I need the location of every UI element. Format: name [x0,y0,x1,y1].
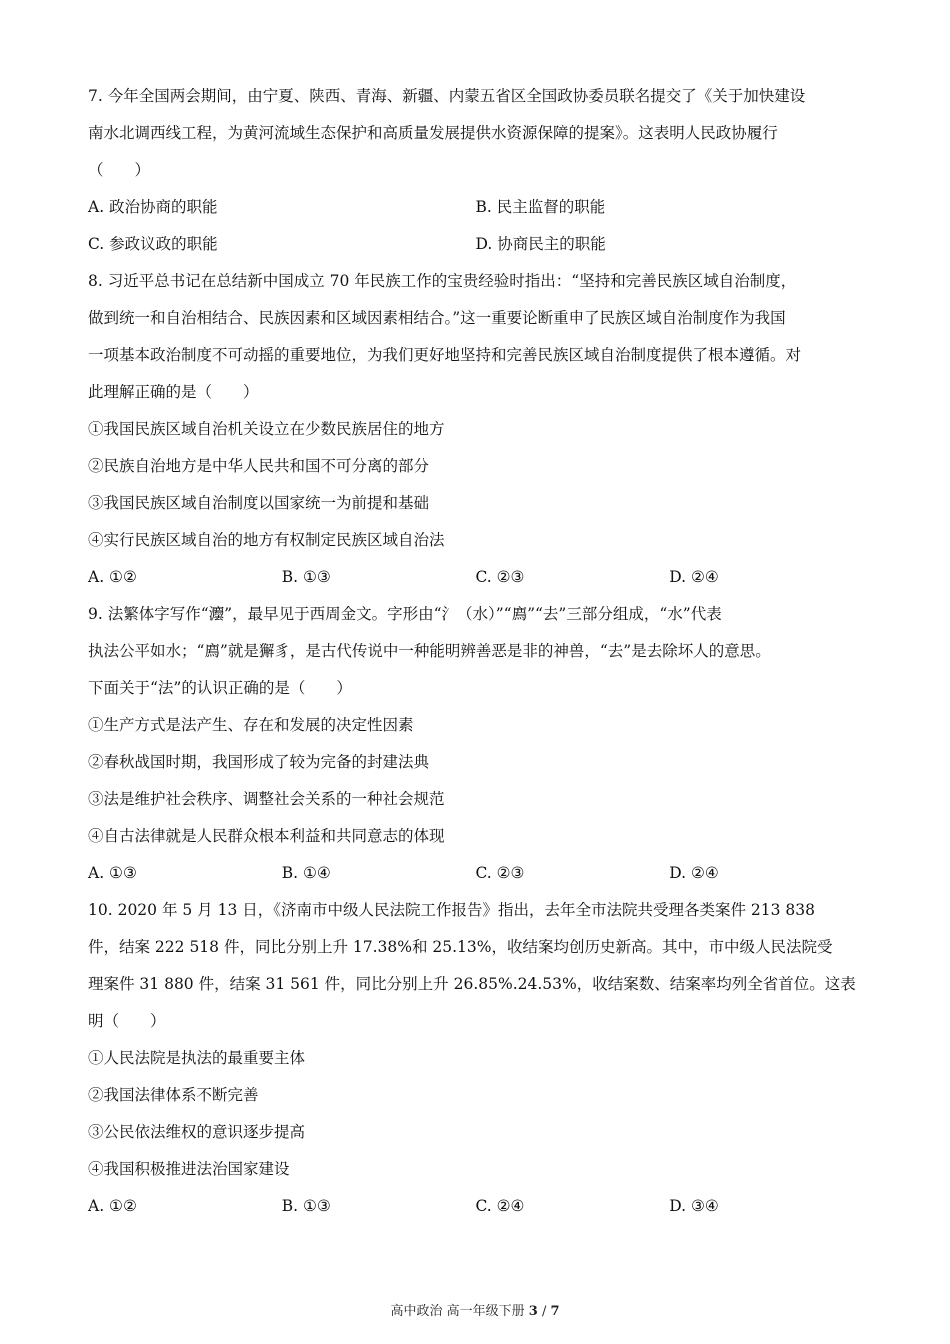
statement-2: ②我国法律体系不断完善 [88,1086,259,1104]
options-row [88,226,863,263]
statement-4: ④实行民族区域自治的地方有权制定民族区域自治法 [88,531,445,549]
option-c: C. ②③ [475,864,525,882]
option-a: A. ①③ [88,864,137,882]
option-d: D. ②④ [669,864,719,882]
options-row [88,189,863,226]
question-stem-line: 7. 今年全国两会期间，由宁夏、陕西、青海、新疆、内蒙五省区全国政协委员联名提交了《关于加快建设 [88,87,806,105]
exam-page [88,78,863,1225]
option-b: B. ①④ [281,864,331,882]
page-footer [0,1300,950,1319]
footer-page-number: 3 [528,1304,538,1319]
question-9 [88,596,863,892]
question-stem-line: 9. 法繁体字写作“灋”，最早见于西周金文。字形由“氵（水）”“廌”“去”三部分组成，“水”代表 [88,605,722,623]
question-stem-line: 做到统一和自治相结合、民族因素和区域因素相结合。”这一重要论断重申了民族区域自治制度作为我国 [88,309,786,327]
option-c: C. 参政议政的职能 [88,235,218,253]
option-d: D. 协商民主的职能 [475,235,606,253]
question-stem-line: 此理解正确的是（ ） [88,383,259,401]
option-a: A. ①② [88,568,137,586]
question-10 [88,892,863,1225]
question-stem-line: 10. 2020 年 5 月 13 日，《济南市中级人民法院工作报告》指出，去年全市法院共受理各类案件 213 838 [88,901,816,919]
question-stem-line: 明（ ） [88,1012,166,1030]
footer-page-total: 7 [550,1304,560,1319]
question-7 [88,78,863,263]
question-stem-line: 南水北调西线工程，为黄河流域生态保护和高质量发展提供水资源保障的提案》。这表明人民政协履行 [88,124,778,142]
statement-3: ③公民依法维权的意识逐步提高 [88,1123,306,1141]
options-row [88,559,863,596]
options-row [88,1188,863,1225]
option-b: B. ①③ [281,1197,331,1215]
option-d: D. ③④ [669,1197,719,1215]
option-b: B. ①③ [281,568,331,586]
statement-2: ②民族自治地方是中华人民共和国不可分离的部分 [88,457,430,475]
option-c: C. ②③ [475,568,525,586]
question-stem-line: 理案件 31 880 件，结案 31 561 件，同比分别上升 26.85%.24.53%，收结案数、结案率均列全省首位。这表 [88,975,856,993]
statement-3: ③我国民族区域自治制度以国家统一为前提和基础 [88,494,430,512]
statement-3: ③法是维护社会秩序、调整社会关系的一种社会规范 [88,790,445,808]
option-a: A. 政治协商的职能 [88,198,218,216]
statement-1: ①人民法院是执法的最重要主体 [88,1049,306,1067]
statement-1: ①生产方式是法产生、存在和发展的决定性因素 [88,716,414,734]
question-stem-line: （ ） [88,161,151,179]
options-row [88,855,863,892]
question-stem-line: 执法公平如水；“廌”就是獬豸，是古代传说中一种能明辨善恶是非的神兽，“去”是去除坏人的意思。 [88,642,771,660]
option-c: C. ②④ [475,1197,525,1215]
footer-grade: 高一年级下册 [446,1304,525,1319]
question-stem-line: 一项基本政治制度不可动摇的重要地位，为我们更好地坚持和完善民族区域自治制度提供了根本遵循。对 [88,346,802,364]
statement-4: ④自古法律就是人民群众根本利益和共同意志的体现 [88,827,445,845]
option-b: B. 民主监督的职能 [475,198,606,216]
question-8 [88,263,863,596]
footer-subject: 高中政治 [390,1304,443,1319]
question-stem-line: 件，结案 222 518 件，同比分别上升 17.38%和 25.13%，收结案均创历史新高。其中，市中级人民法院受 [88,938,833,956]
question-stem-line: 下面关于“法”的认识正确的是（ ） [88,679,352,697]
option-a: A. ①② [88,1197,137,1215]
statement-1: ①我国民族区域自治机关设立在少数民族居住的地方 [88,420,445,438]
statement-2: ②春秋战国时期，我国形成了较为完备的封建法典 [88,753,430,771]
question-stem-line: 8. 习近平总书记在总结新中国成立 70 年民族工作的宝贵经验时指出：“坚持和完善民族区域自治制度， [88,272,797,290]
statement-4: ④我国积极推进法治国家建设 [88,1160,290,1178]
footer-separator: / [541,1304,547,1319]
option-d: D. ②④ [669,568,719,586]
